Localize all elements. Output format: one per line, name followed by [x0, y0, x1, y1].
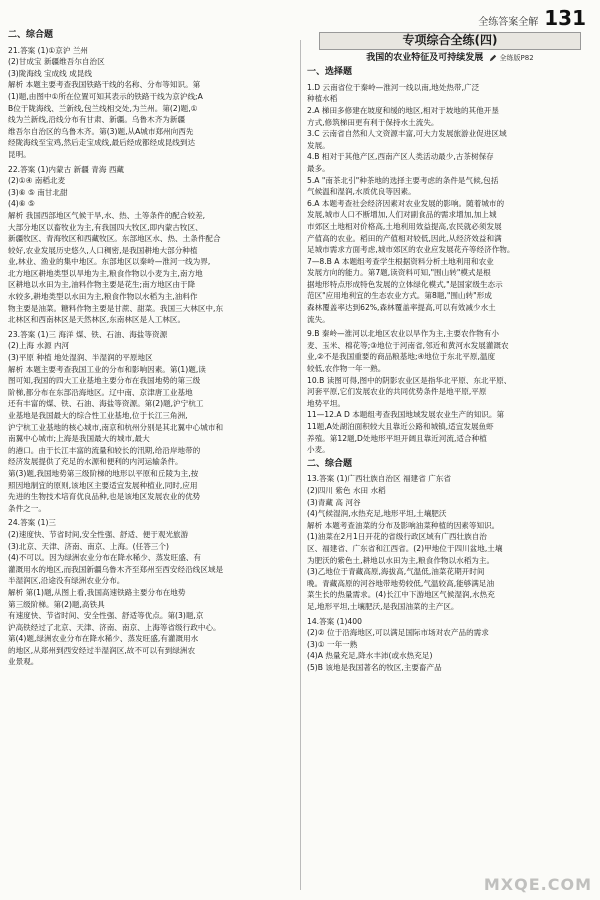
- text-line: 发展,城市人口不断增加,人们对副食品的需求增加,加上城: [307, 210, 497, 220]
- text-line: (5)B 该地是我国著名的牧区,主要畜产品: [307, 662, 442, 672]
- section-heading-choice: 一、选择题: [307, 67, 353, 78]
- answer-block-14: [307, 616, 593, 674]
- text-line: (1)油菜在2月1日开花的省级行政区域有广西壮族自治: [307, 532, 487, 542]
- text-line: (4)A 热量充足,降水丰沛(或水热充足): [307, 651, 433, 661]
- section-heading-comprehensive: 二、综合题: [307, 458, 353, 469]
- answer-block-13: [307, 473, 593, 612]
- text-line: (3)北京、天津、济南、南京、上海。(任答三个): [8, 541, 169, 551]
- left-column: [8, 28, 295, 892]
- text-line: 3.C 云南省自然和人文资源丰富,可大力发展旅游业促进区域: [307, 129, 507, 139]
- text-line: 解析 本题考查油菜的分布及影响油菜种植的因素等知识。: [307, 520, 500, 530]
- text-line: B位于陇海线、兰新线,包兰线相交处,为兰州。第(2)题,①: [8, 103, 198, 113]
- text-line: 23.答案 (1)三 海洋 煤、铁、石油、海盐等资源: [8, 329, 168, 339]
- text-line: (4)气候湿润,水热充足,地形平坦,土壤肥沃: [307, 509, 447, 519]
- text-line: (2)甘成宝 新疆维吾尔自治区: [8, 57, 105, 67]
- text-line: 沪高铁经过了北京、天津、济南、南京、上海等省级行政中心。: [8, 622, 221, 632]
- text-line: 森林覆盖率达到62%,森林覆盖率提高,可以有效减少水土: [307, 303, 496, 313]
- text-line: 水较多,耕地类型以水田为主,粮食作物以水稻为主,油料作: [8, 292, 198, 302]
- column-divider: [300, 40, 301, 890]
- text-line: 业,②不是我国重要的商品粮基地;④地位于东北平原,温度: [307, 352, 496, 362]
- text-line: 沪宁杭工业基地的核心城市,南京和杭州分别是其北翼中心城市和: [8, 422, 224, 432]
- text-line: 线为兰新线,沿线分布有甘肃、新疆。乌鲁木齐为新疆: [8, 115, 186, 125]
- text-line: 发展方向的能力。第7题,读资料可知,"围山转"模式是根: [307, 268, 491, 278]
- special-practice-title: 专项综合全练(四): [319, 32, 581, 50]
- text-line: (4)⑥ ⑤: [8, 199, 35, 209]
- page-reference-text: 全练版P82: [499, 53, 534, 62]
- text-line: 11—12.A D 本题组考查我国地域发展农业生产的知识。第: [307, 410, 505, 420]
- text-line: 图可知,我国的四大工业基地主要分布在我国地势的第三级: [8, 376, 201, 386]
- text-line: 产值高的农业。稻田的产值相对较低,因此,从经济效益和满: [307, 233, 502, 243]
- text-line: 照因地制宜的原则,该地区主要适宜发展种植业,同时,应用: [8, 480, 198, 490]
- text-line: 的地区,从郑州到西安经过半湿润区,故不可以有到绿洲农: [8, 645, 196, 655]
- text-line: 较低,农作物一年一熟。: [307, 364, 386, 374]
- text-line: 新疆牧区、青海牧区和西藏牧区。东部地区水、热、土条件配合: [8, 234, 221, 244]
- text-line: 河套平原,它们发展农业的共同优势条件是地平原,平原: [307, 387, 487, 397]
- text-line: 养殖。第12题,D处地形平坦开阔且靠近河流,适合种植: [307, 433, 487, 443]
- text-line: 21.答案 (1)①京沪 兰州: [8, 45, 89, 55]
- text-line: 解析 第(1)题,从图上看,我国高速铁路主要分布在地势: [8, 587, 186, 597]
- text-line: 半湿润区,沿途没有绿洲农业分布。: [8, 576, 125, 586]
- text-line: 流失。: [307, 314, 330, 324]
- page-reference: [489, 53, 533, 65]
- text-line: 2.A 梯田多修建在坡度和缓的地区,相对于坡地的其他开垦: [307, 105, 499, 115]
- text-line: 地势平坦。: [307, 398, 345, 408]
- answer-block-9-12: [307, 328, 593, 456]
- section-heading: 二、综合题: [8, 30, 54, 40]
- text-line: 有速度快、节省时间、安全性强、舒适等优点。第(3)题,京: [8, 611, 204, 621]
- text-line: (2)上海 水源 内河: [8, 341, 70, 351]
- text-line: (3)乙地位于青藏高原,海拔高,气温低,油菜花期开时间: [307, 567, 485, 577]
- text-line: (2)速度快、节省时间,安全性强、舒适、便于观光旅游: [8, 529, 189, 539]
- text-line: 14.答案 (1)400: [307, 616, 362, 626]
- text-line: 区耕地以水田为主,油料作物主要是花生;南方地区由于降: [8, 280, 196, 290]
- text-line: 4.B 相对于其他产区,西南产区人类活动最少,古茶树保存: [307, 152, 494, 162]
- watermark-logo: MXQE.COM: [483, 875, 592, 894]
- subtitle-row: [307, 53, 593, 65]
- text-line: 24.答案 (1)三: [8, 518, 57, 528]
- text-line: (2)② 位于沿海地区,可以满足国际市场对农产品的需求: [307, 628, 489, 638]
- text-line: 第(4)题,绿洲农业分布在降水稀少、蒸发旺盛,有灌溉用水: [8, 634, 199, 644]
- answer-block-24: [8, 517, 295, 668]
- text-line: (2)四川 紫色 水田 水稻: [307, 485, 386, 495]
- text-line: 区、福建省、广东省和江西省。(2)甲地位于四川盆地,土壤: [307, 543, 503, 553]
- text-line: 的港口。由于长江丰富的流量和较长的汛期,给沿岸地带的: [8, 445, 201, 455]
- text-line: 解析 本题主要考查我国铁路干线的名称、分布等知识。第: [8, 80, 201, 90]
- text-line: 经陇海线至宝鸡,然后走宝成线,最后经成都经成昆线到达: [8, 138, 196, 148]
- text-line: 灌溉用水的地区,而我国新疆乌鲁木齐至郑州至西安经沿线区域是: [8, 564, 224, 574]
- text-line: 第(3)题,我国地势第三级阶梯的地形以平原和丘陵为主,按: [8, 468, 199, 478]
- text-line: 业基地是我国最大的综合性工业基地,位于长江三角洲,: [8, 411, 188, 420]
- text-line: 菜生长的热量需求。(4)长江中下游地区气候湿润,水热充: [307, 590, 495, 600]
- text-line: 麦、玉米、棉花等;③地位于河南省,邻近和黄河水发展灌溉农: [307, 340, 509, 350]
- text-line: 南翼中心城市;上海是我国最大的城市,最大: [8, 434, 150, 444]
- text-line: 较好,农业发展历史悠久,人口稠密,是我国耕地大部分种植: [8, 245, 198, 255]
- text-line: (3)陇海线 宝成线 成昆线: [8, 68, 92, 78]
- page-header: [478, 6, 586, 30]
- text-line: 9.B 秦岭—淮河以北地区农业以旱作为主,主要农作物有小: [307, 329, 499, 339]
- page-number: 131: [544, 6, 586, 30]
- text-line: 最多。: [307, 163, 330, 173]
- text-line: 足,地形平坦,土壤肥沃,是我国油菜的主产区。: [307, 601, 459, 611]
- text-line: 物主要是油菜。糖料作物主要是甘蔗、甜菜。我国三大林区中,东: [8, 303, 224, 313]
- text-line: 大部分地区以畜牧业为主,有我国四大牧区,即内蒙古牧区、: [8, 222, 203, 232]
- text-line: 据地形特点形成特色发展的立体绿化模式,"是国家级生态示: [307, 279, 503, 289]
- text-line: 市郊区土地相对价格高,土地利用效益提高,农民就必须发展: [307, 221, 502, 231]
- text-line: (1)题,由图中①所在位置可知其表示的铁路干线为京沪线;A: [8, 91, 203, 101]
- answer-block-21: [8, 45, 295, 161]
- answer-block-1-8: [307, 82, 593, 325]
- text-line: 7—8.B A 本题组考查学生根据资料分析土地利用和农业: [307, 256, 494, 266]
- text-line: 1.D 云南省位于秦岭—淮河一线以南,地处热带,广泛: [307, 82, 480, 92]
- text-line: 维吾尔自治区的乌鲁木齐。第(3)题,从A城市郑州向西先: [8, 126, 194, 136]
- answer-block-22: [8, 164, 295, 326]
- text-line: 种植水稻: [307, 94, 338, 104]
- text-line: (2)①④ 南稻北麦: [8, 176, 66, 186]
- text-line: 北林区和西南林区是天然林区,东南林区是人工林区。: [8, 315, 186, 325]
- text-line: 昆明。: [8, 149, 31, 159]
- answer-block-23: [8, 329, 295, 515]
- text-line: (3)青藏 高 河谷: [307, 497, 361, 507]
- text-line: 11题,A处湖泊面积较大且靠近公路和城镇,适宜发展鱼虾: [307, 422, 494, 431]
- text-line: 发展。: [307, 140, 330, 150]
- text-line: 北方地区耕地类型以旱地为主,粮食作物以小麦为主,南方地: [8, 268, 203, 278]
- text-line: 22.答案 (1)内蒙古 新疆 青海 西藏: [8, 164, 125, 174]
- text-line: 5.A "南茶北引"种茶地的选择主要考虑的条件是气候,包括: [307, 175, 499, 185]
- text-line: 6.A 本题考查社会经济因素对农业发展的影响。随着城市的: [307, 198, 505, 208]
- text-line: 还有丰富的煤、铁、石油、海盐等资源。第(2)题,沪宁杭工: [8, 399, 204, 409]
- text-line: 13.答案 (1)广西壮族自治区 福建省 广东省: [307, 474, 451, 484]
- text-line: 第三级阶梯。第(2)题,高铁具: [8, 599, 105, 609]
- text-line: 经济发展提供了充足的水源和便利的内河运输条件。: [8, 457, 183, 467]
- text-line: 解析 我国西部地区气候干旱,水、热、土等条件的配合较差,: [8, 210, 206, 220]
- text-line: 为肥沃的紫色土,耕地以水田为主,粮食作物以水稻为主。: [307, 555, 495, 565]
- text-line: 方式,修筑梯田更有利于保持水土流失。: [307, 117, 439, 127]
- text-line: (3)① 一年一熟: [307, 639, 358, 649]
- text-line: 条件之一。: [8, 503, 46, 513]
- text-line: 气候温和湿润,水质优良等因素。: [307, 187, 416, 197]
- text-line: (4)不可以。因为绿洲农业分布在降水稀少、蒸发旺盛、有: [8, 553, 202, 563]
- text-line: 业景观。: [8, 657, 39, 667]
- text-line: 阶梯,都分布在东部沿海地区。辽中南、京津唐工业基地: [8, 387, 193, 397]
- text-line: 10.B 读图可得,图中的阴影农业区是指华北平原、东北平原、: [307, 375, 512, 385]
- text-line: 范区"应用地利宜的生态农业方式。第8题,"围山转"形成: [307, 291, 492, 301]
- text-line: 晚。青藏高原的河谷地带地势较低,气温较高,能够满足油: [307, 578, 495, 588]
- text-line: 先进的生物技术培育优良品种,也是该地区发展农业的优势: [8, 492, 201, 502]
- text-line: 解析 本题主要考查我国工业的分布和影响因素。第(1)题,读: [8, 364, 206, 374]
- pen-icon: [489, 54, 497, 62]
- text-line: 小麦。: [307, 445, 330, 455]
- text-line: 业,林业、渔业的集中地区。东部地区以秦岭—淮河一线为界,: [8, 257, 211, 267]
- subtitle: 我国的农业特征及可持续发展: [366, 52, 484, 63]
- header-title: 全练答案全解: [478, 17, 539, 28]
- text-line: 足城市需求方面考虑,城市郊区的农业应发展花卉等经济作物。: [307, 245, 515, 255]
- right-column: [307, 28, 593, 892]
- text-line: (3)平原 种植 地处湿润、半湿润的平原地区: [8, 353, 153, 363]
- text-line: (3)⑥ ⑤ 南甘北甜: [8, 187, 68, 197]
